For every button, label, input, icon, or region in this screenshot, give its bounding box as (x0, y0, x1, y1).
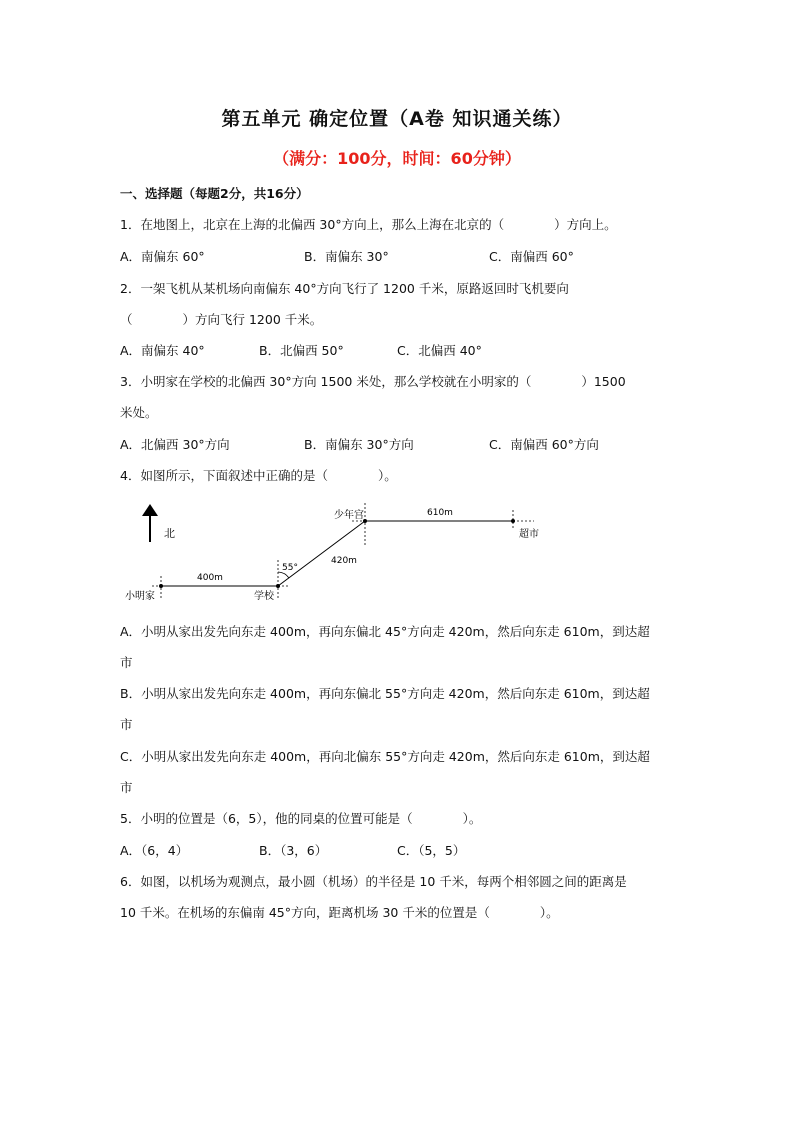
distance-610: 610m (427, 508, 453, 518)
market-point (511, 519, 515, 523)
q1-option-a: A．南偏东 60° (120, 249, 205, 264)
palace-label: 少年宫 (334, 510, 364, 521)
question-3-line2: 米处。 (120, 405, 158, 420)
distance-420: 420m (331, 556, 357, 566)
q2-option-a: A．南偏东 40° (120, 343, 205, 358)
q3-option-a: A．北偏西 30°方向 (120, 437, 230, 452)
north-label: 北 (164, 527, 175, 540)
q4-option-b-line1: B．小明从家出发先向东走 400m，再向东偏北 55°方向走 420m，然后向东走 610m，到达超 (120, 686, 650, 701)
question-2-line2: （ ）方向飞行 1200 千米。 (120, 312, 323, 327)
route-diagram (120, 498, 560, 610)
angle-label: 55° (282, 563, 298, 573)
q5-option-c: C．（5，5） (397, 843, 466, 858)
page-subtitle: （满分：100分，时间：60分钟） (273, 149, 521, 168)
q4-option-c-line1: C．小明从家出发先向东走 400m，再向北偏东 55°方向走 420m，然后向东走 610m，到达超 (120, 749, 650, 764)
school-label: 学校 (254, 591, 274, 602)
q1-option-b: B．南偏东 30° (304, 249, 389, 264)
question-3-line1: 3．小明家在学校的北偏西 30°方向 1500 米处，那么学校就在小明家的（ ）1500 (120, 374, 626, 389)
q5-option-b: B．（3，6） (259, 843, 328, 858)
question-2-line1: 2．一架飞机从某机场向南偏东 40°方向飞行了 1200 千米，原路返回时飞机要向 (120, 281, 569, 296)
q2-option-c: C．北偏西 40° (397, 343, 482, 358)
question-1: 1．在地图上，北京在上海的北偏西 30°方向上，那么上海在北京的（ ）方向上。 (120, 217, 617, 232)
question-4: 4．如图所示，下面叙述中正确的是（ ）。 (120, 468, 397, 483)
q4-option-b-line2: 市 (120, 717, 133, 732)
q3-option-c: C．南偏西 60°方向 (489, 437, 599, 452)
q4-option-c-line2: 市 (120, 780, 133, 795)
q4-option-a-line1: A．小明从家出发先向东走 400m，再向东偏北 45°方向走 420m，然后向东走 610m，到达超 (120, 624, 650, 639)
home-label: 小明家 (125, 591, 155, 602)
q2-option-b: B．北偏西 50° (259, 343, 344, 358)
section-heading: 一、选择题（每题2分，共16分） (120, 186, 309, 201)
home-point (159, 584, 163, 588)
market-label: 超市 (519, 529, 539, 540)
q4-option-a-line2: 市 (120, 655, 133, 670)
question-5: 5．小明的位置是（6，5），他的同桌的位置可能是（ ）。 (120, 811, 482, 826)
north-arrow-icon (142, 504, 158, 542)
school-point (276, 584, 280, 588)
page-title: 第五单元 确定位置（A卷 知识通关练） (221, 108, 573, 130)
distance-400: 400m (197, 573, 223, 583)
question-6-line2: 10 千米。在机场的东偏南 45°方向，距离机场 30 千米的位置是（ ）。 (120, 905, 559, 920)
q1-option-c: C．南偏西 60° (489, 249, 574, 264)
q5-option-a: A．（6，4） (120, 843, 189, 858)
question-6-line1: 6．如图，以机场为观测点，最小圆（机场）的半径是 10 千米，每两个相邻圆之间的距离是 (120, 874, 627, 889)
segment-school-palace (278, 521, 365, 586)
q3-option-b: B．南偏东 30°方向 (304, 437, 414, 452)
